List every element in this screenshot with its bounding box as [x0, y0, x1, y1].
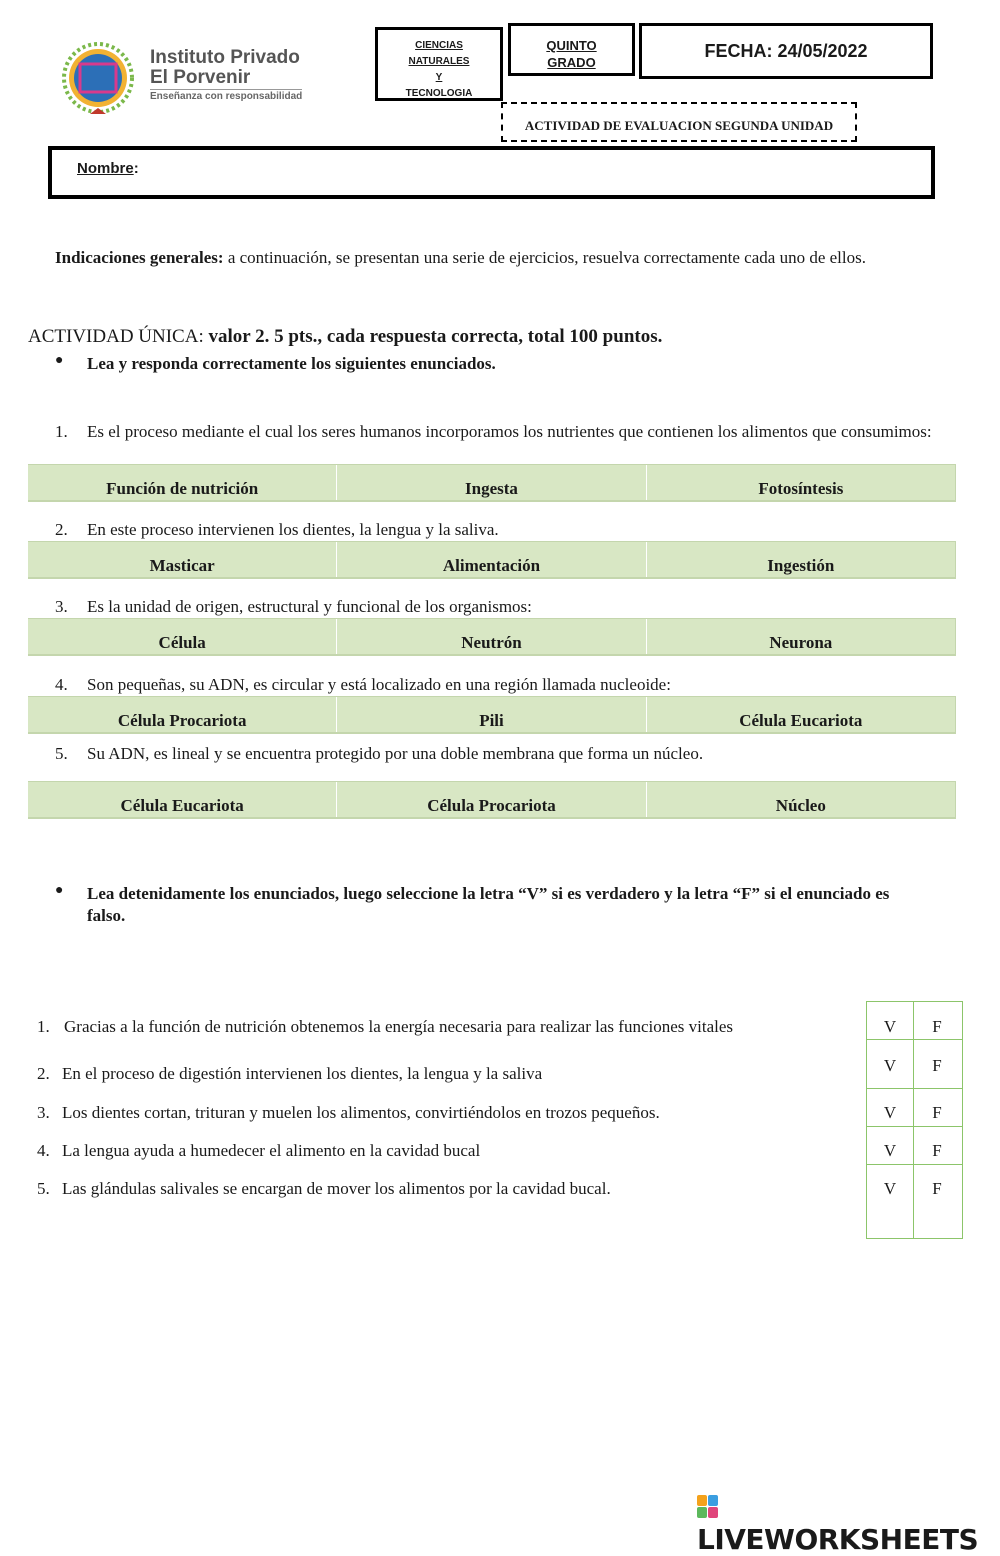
grade-box: [508, 23, 635, 76]
statement-number: 5.: [37, 1179, 50, 1198]
option-cell[interactable]: Célula Procariota: [337, 782, 646, 817]
option-cell[interactable]: Función de nutrición: [28, 465, 337, 500]
subject-line: CIENCIAS: [415, 40, 463, 51]
question-number: 4.: [55, 675, 68, 694]
question-text: Es la unidad de origen, estructural y funcional de los organismos:: [87, 597, 532, 616]
section2-instruction: [55, 883, 935, 929]
name-colon: :: [133, 160, 139, 177]
grade-line: QUINTO: [546, 38, 597, 53]
statement-number: 4.: [37, 1141, 50, 1160]
true-option[interactable]: V: [883, 1056, 897, 1075]
section1-instruction-text: Lea y responda correctamente los siguientes enunciados.: [87, 354, 496, 373]
option-cell[interactable]: Alimentación: [337, 542, 646, 577]
false-option[interactable]: F: [932, 1179, 942, 1198]
name-label: Nombre: [77, 160, 134, 177]
true-false-table: [866, 1001, 963, 1239]
liveworksheets-logo-icon: [697, 1495, 719, 1519]
activity-box: ACTIVIDAD DE EVALUACION SEGUNDA UNIDAD: [501, 102, 857, 142]
activity-title: [28, 326, 662, 348]
grade-line: GRADO: [547, 55, 596, 70]
option-cell[interactable]: Célula: [28, 619, 337, 654]
question-2: [55, 519, 955, 541]
statement-text: Los dientes cortan, trituran y muelen los alimentos, convirtiéndolos en trozos pequeños.: [62, 1103, 660, 1122]
option-cell[interactable]: Ingestión: [647, 542, 956, 577]
section2-instruction-text: Lea detenidamente los enunciados, luego seleccione la letra “V” si es verdadero y la letra “F” si el enunciado es falso.: [87, 884, 890, 925]
question-number: 3.: [55, 597, 68, 616]
true-option[interactable]: V: [883, 1103, 897, 1122]
question-3-options: [28, 618, 956, 656]
question-number: 1.: [55, 422, 68, 441]
false-option[interactable]: F: [932, 1017, 942, 1036]
general-label: Indicaciones generales:: [55, 248, 224, 267]
statement-5: [37, 1179, 857, 1201]
option-cell[interactable]: Núcleo: [647, 782, 956, 817]
activity-title-value: valor 2. 5 pts., cada respuesta correcta, total 100 puntos.: [208, 326, 663, 347]
liveworksheets-brand: [697, 1490, 1000, 1556]
statement-text: En el proceso de digestión intervienen los dientes, la lengua y la saliva: [62, 1064, 543, 1083]
question-text: Es el proceso mediante el cual los seres humanos incorporamos los nutrientes que contienen los alimentos que consumimos:: [87, 422, 932, 441]
question-2-options: [28, 541, 956, 579]
statement-number: 1.: [37, 1017, 50, 1036]
option-cell[interactable]: Fotosíntesis: [647, 465, 956, 500]
question-5: [55, 743, 955, 765]
table-divider: [867, 1126, 962, 1127]
subject-line: TECNOLOGIA: [405, 88, 473, 99]
table-divider: [867, 1088, 962, 1089]
question-1-options: [28, 464, 956, 502]
school-name: Instituto Privado El Porvenir: [150, 47, 300, 88]
name-field[interactable]: [48, 146, 935, 199]
question-3: [55, 596, 955, 618]
option-cell[interactable]: Célula Eucariota: [647, 697, 956, 732]
statement-text: La lengua ayuda a humedecer el alimento en la cavidad bucal: [62, 1141, 481, 1160]
activity-title-prefix: ACTIVIDAD ÚNICA:: [28, 326, 209, 347]
school-logo-icon: [50, 40, 146, 116]
table-divider: [867, 1039, 962, 1040]
subject-line: Y: [435, 72, 443, 83]
option-cell[interactable]: Célula Procariota: [28, 697, 337, 732]
statement-text: Las glándulas salivales se encargan de mover los alimentos por la cavidad bucal.: [62, 1179, 611, 1198]
option-cell[interactable]: Pili: [337, 697, 646, 732]
option-cell[interactable]: Neurona: [647, 619, 956, 654]
question-text: Su ADN, es lineal y se encuentra protegido por una doble membrana que forma un núcleo.: [87, 744, 704, 763]
false-option[interactable]: F: [932, 1056, 942, 1075]
option-cell[interactable]: Masticar: [28, 542, 337, 577]
option-cell[interactable]: Célula Eucariota: [28, 782, 337, 817]
school-motto: Enseñanza con responsabilidad: [150, 91, 303, 102]
statement-1: [37, 1017, 857, 1039]
question-5-options: [28, 781, 956, 819]
brand-text: LIVEWORKSHEETS: [697, 1523, 979, 1556]
bullet-icon: ●: [55, 883, 64, 898]
statement-text: Gracias a la función de nutrición obtenemos la energía necesaria para realizar las funciones vitales: [64, 1017, 733, 1036]
question-number: 5.: [55, 744, 68, 763]
question-1: [55, 421, 955, 465]
false-option[interactable]: F: [932, 1141, 942, 1160]
question-text: En este proceso intervienen los dientes, la lengua y la saliva.: [87, 520, 499, 539]
false-option[interactable]: F: [932, 1103, 942, 1122]
question-text: Son pequeñas, su ADN, es circular y está localizado en una región llamada nucleoide:: [87, 675, 671, 694]
question-4: [55, 674, 955, 696]
general-indications: [55, 235, 955, 281]
option-cell[interactable]: Ingesta: [337, 465, 646, 500]
true-option[interactable]: V: [883, 1179, 897, 1198]
table-divider: [867, 1164, 962, 1165]
date-box: FECHA: 24/05/2022: [639, 23, 933, 79]
statement-4: [37, 1141, 857, 1163]
option-cell[interactable]: Neutrón: [337, 619, 646, 654]
subject-box: [375, 27, 503, 101]
general-text: a continuación, se presentan una serie de ejercicios, resuelva correctamente cada uno de ellos.: [223, 248, 866, 267]
statement-number: 2.: [37, 1064, 50, 1083]
statement-3: [37, 1103, 857, 1125]
statement-number: 3.: [37, 1103, 50, 1122]
statement-2: [37, 1064, 857, 1086]
true-option[interactable]: V: [883, 1017, 897, 1036]
section1-instruction: [55, 353, 955, 377]
true-option[interactable]: V: [883, 1141, 897, 1160]
bullet-icon: ●: [55, 353, 64, 368]
question-4-options: [28, 696, 956, 734]
question-number: 2.: [55, 520, 68, 539]
subject-line: NATURALES: [408, 56, 470, 67]
